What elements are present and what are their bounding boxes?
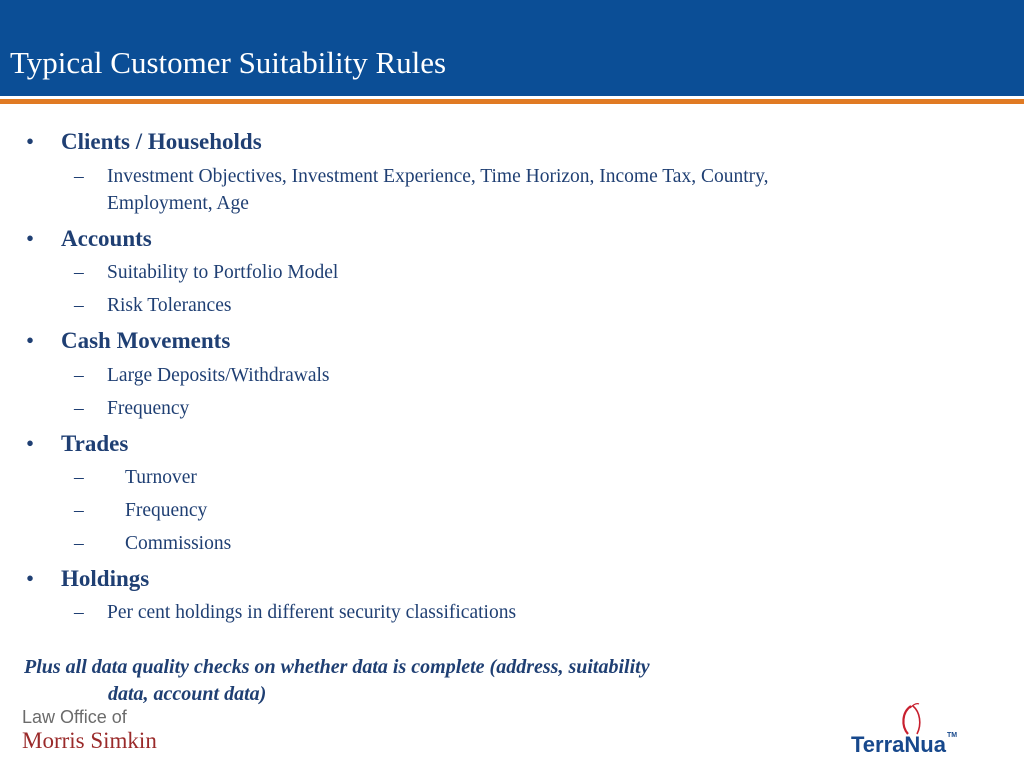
bullet-icon: • — [26, 328, 35, 353]
dash-icon: – — [74, 602, 84, 623]
data-quality-note — [24, 654, 650, 708]
bullet-heading-cash-movements — [26, 328, 230, 354]
sub-item-text: Commissions — [125, 533, 232, 554]
terranua-mark-icon — [898, 700, 928, 736]
note-line-1: Plus all data quality checks on whether data is complete (address, suitability — [24, 656, 650, 678]
bullet-heading-trades — [26, 431, 128, 457]
terranua-name: TerraNua — [851, 732, 946, 757]
sub-item — [74, 533, 231, 555]
bullet-heading-accounts — [26, 226, 152, 252]
bullet-icon: • — [26, 226, 35, 251]
sub-item — [74, 166, 769, 188]
terranua-logo — [846, 700, 986, 760]
dash-icon: – — [74, 467, 84, 488]
sub-item-text: Suitability to Portfolio Model — [107, 262, 339, 283]
heading-text: Holdings — [61, 566, 150, 591]
bullet-heading-clients-households — [26, 129, 262, 155]
sub-item — [74, 262, 338, 284]
header-divider-orange — [0, 99, 1024, 104]
heading-text: Clients / Households — [61, 129, 262, 154]
sub-item-text: Per cent holdings in different security classifications — [107, 602, 517, 623]
dash-icon: – — [74, 295, 84, 316]
law-logo-line-2: Morris Simkin — [22, 728, 157, 753]
sub-item-text: Turnover — [125, 467, 197, 488]
sub-item — [74, 500, 207, 522]
sub-item-text: Investment Objectives, Investment Experience, Time Horizon, Income Tax, Country, — [107, 166, 769, 187]
dash-icon: – — [74, 398, 84, 419]
law-logo-line-1: Law Office of — [22, 707, 127, 727]
sub-item-text: Frequency — [125, 500, 208, 521]
dash-icon: – — [74, 262, 84, 283]
trademark-mark: TM — [946, 732, 958, 739]
sub-item — [74, 365, 330, 387]
heading-text: Trades — [61, 431, 129, 456]
bullet-icon: • — [26, 566, 35, 591]
terranua-wordmark — [851, 732, 957, 758]
sub-item — [74, 602, 516, 624]
dash-icon: – — [74, 166, 84, 187]
bullet-icon: • — [26, 129, 35, 154]
slide-header — [0, 0, 1024, 96]
sub-item — [74, 295, 231, 317]
bullet-icon: • — [26, 431, 35, 456]
dash-icon: – — [74, 533, 84, 554]
law-office-logo — [22, 708, 157, 752]
sub-item-text: Risk Tolerances — [107, 295, 232, 316]
note-line-2: data, account data) — [108, 683, 267, 705]
slide-title: Typical Customer Suitability Rules — [10, 45, 447, 80]
sub-item — [74, 398, 189, 420]
bullet-heading-holdings — [26, 566, 149, 592]
dash-icon: – — [74, 500, 84, 521]
heading-text: Accounts — [61, 226, 152, 251]
sub-item — [74, 467, 197, 489]
sub-item-continuation: Employment, Age — [107, 193, 249, 214]
sub-item-text: Frequency — [107, 398, 190, 419]
sub-item-text: Large Deposits/Withdrawals — [107, 365, 330, 386]
heading-text: Cash Movements — [61, 328, 231, 353]
dash-icon: – — [74, 365, 84, 386]
